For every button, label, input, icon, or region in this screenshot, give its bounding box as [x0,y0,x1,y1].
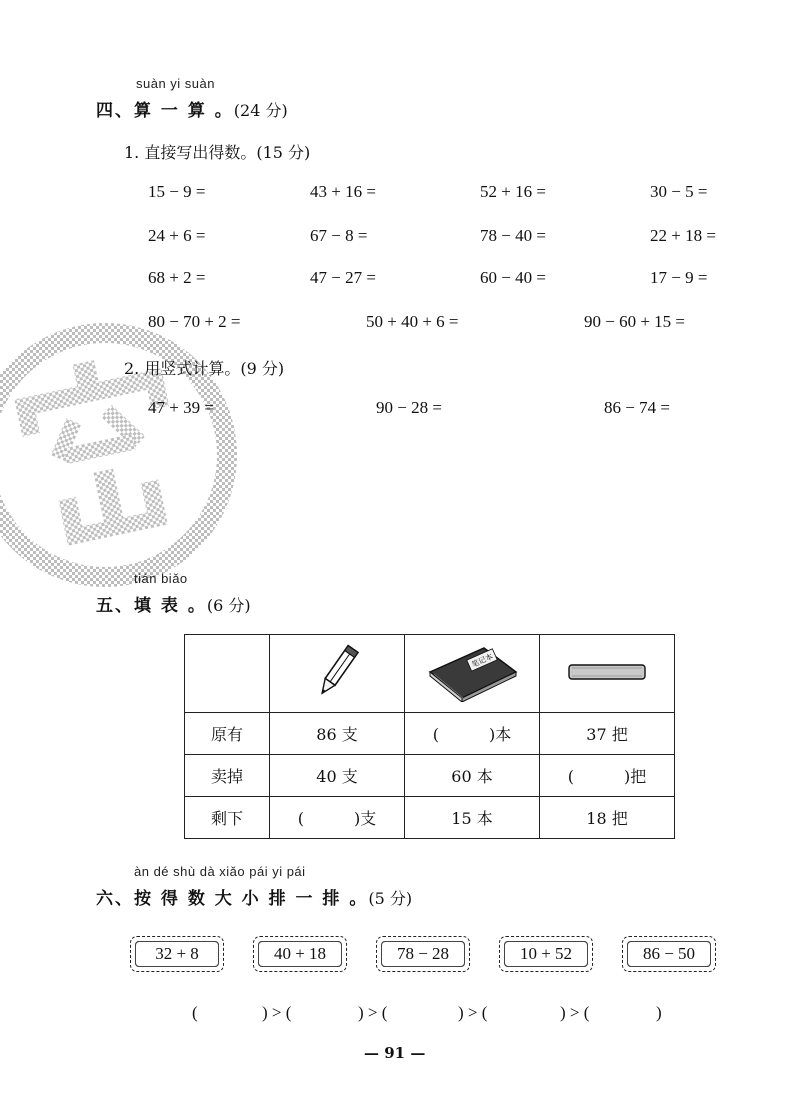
page-number: — 91 — [364,1044,426,1062]
expr-r4c3: 90 − 60 + 15 = [584,312,686,331]
section6-title [96,884,412,909]
notebook-sold: 60 本 [405,755,540,797]
sort-box-2-expr: 40 + 18 [273,944,327,963]
row-label-original: 原有 [185,713,270,755]
expr-r2c4: 22 + 18 = [650,226,716,245]
expr-r3c1: 68 + 2 = [148,268,206,287]
ruler-sold-open: ( [567,767,574,786]
sort-box-1-expr: 32 + 8 [155,944,199,963]
section6-title-text: 六、按 得 数 大 小 排 一 排 。 [96,889,369,909]
section4-points: (24 分) [233,101,288,120]
vertical-calc-1: 47 + 39 = [148,398,214,417]
fill-table [184,634,675,839]
sort-box-5 [622,936,716,972]
pencil-original: 86 支 [270,713,405,755]
sort-box-4-expr: 10 + 52 [519,944,573,963]
section4-title [96,96,288,121]
order-gt-3: ) > ( [458,1003,488,1022]
order-gt-2: ) > ( [358,1003,388,1022]
expr-r3c3: 60 − 40 = [480,268,546,287]
ruler-sold-blank[interactable] [540,755,675,797]
expr-r1c1: 15 − 9 = [148,182,206,201]
section5-title-text: 五、填 表 。 [96,596,207,616]
order-gt-1: ) > ( [262,1003,292,1022]
pencil-remaining-open: ( [297,809,304,828]
expr-r2c3: 78 − 40 = [480,226,546,245]
expr-r1c2: 43 + 16 = [310,182,376,201]
pencil-remaining-close: )支 [354,809,377,828]
sort-box-3-expr: 78 − 28 [396,944,450,963]
ruler-remaining: 18 把 [540,797,675,839]
notebook-original-open: ( [432,725,439,744]
pencil-remaining-blank[interactable] [270,797,405,839]
sort-box-5-expr: 86 − 50 [642,944,696,963]
expr-r4c2: 50 + 40 + 6 = [366,312,459,331]
section4-title-text: 四、算 一 算 。 [96,101,234,121]
pencil-cell [270,635,405,713]
notebook-cell [405,635,540,713]
notebook-label: 笔记本 [470,651,495,669]
section5-title [96,591,251,616]
order-paren-1: ( [192,1003,198,1022]
section6-points: (5 分) [368,889,413,908]
table-header-empty [185,635,270,713]
part2-heading: 2. 用竖式计算。(9 分) [124,359,285,378]
ruler-original: 37 把 [540,713,675,755]
sort-box-1 [130,936,224,972]
row-label-remaining: 剩下 [185,797,270,839]
ruler-icon [566,657,648,687]
expr-r1c3: 52 + 16 = [480,182,546,201]
row-label-sold: 卖掉 [185,755,270,797]
expr-r3c4: 17 − 9 = [650,268,708,287]
expr-r2c1: 24 + 6 = [148,226,206,245]
expr-r2c2: 67 − 8 = [310,226,368,245]
notebook-icon [424,642,520,702]
section4-pinyin: suàn yi suàn [136,76,215,91]
notebook-original-close: )本 [489,725,512,744]
ruler-sold-close: )把 [624,767,647,786]
notebook-original-blank[interactable] [405,713,540,755]
sort-box-2 [253,936,347,972]
vertical-calc-3: 86 − 74 = [604,398,670,417]
section5-points: (6 分) [206,596,251,615]
ruler-cell [540,635,675,713]
expr-r1c4: 30 − 5 = [650,182,708,201]
order-paren-end: ) [656,1003,662,1022]
sort-box-4 [499,936,593,972]
section5-pinyin: tián biǎo [134,571,188,586]
pencil-sold: 40 支 [270,755,405,797]
expr-r3c2: 47 − 27 = [310,268,376,287]
vertical-calc-2: 90 − 28 = [376,398,442,417]
section6-pinyin: àn dé shù dà xiǎo pái yi pái [134,864,306,879]
expr-r4c1: 80 − 70 + 2 = [148,312,241,331]
notebook-remaining: 15 本 [405,797,540,839]
order-gt-4: ) > ( [560,1003,590,1022]
pencil-icon [307,640,367,704]
part1-heading: 1. 直接写出得数。(15 分) [124,143,311,162]
sort-box-3 [376,936,470,972]
